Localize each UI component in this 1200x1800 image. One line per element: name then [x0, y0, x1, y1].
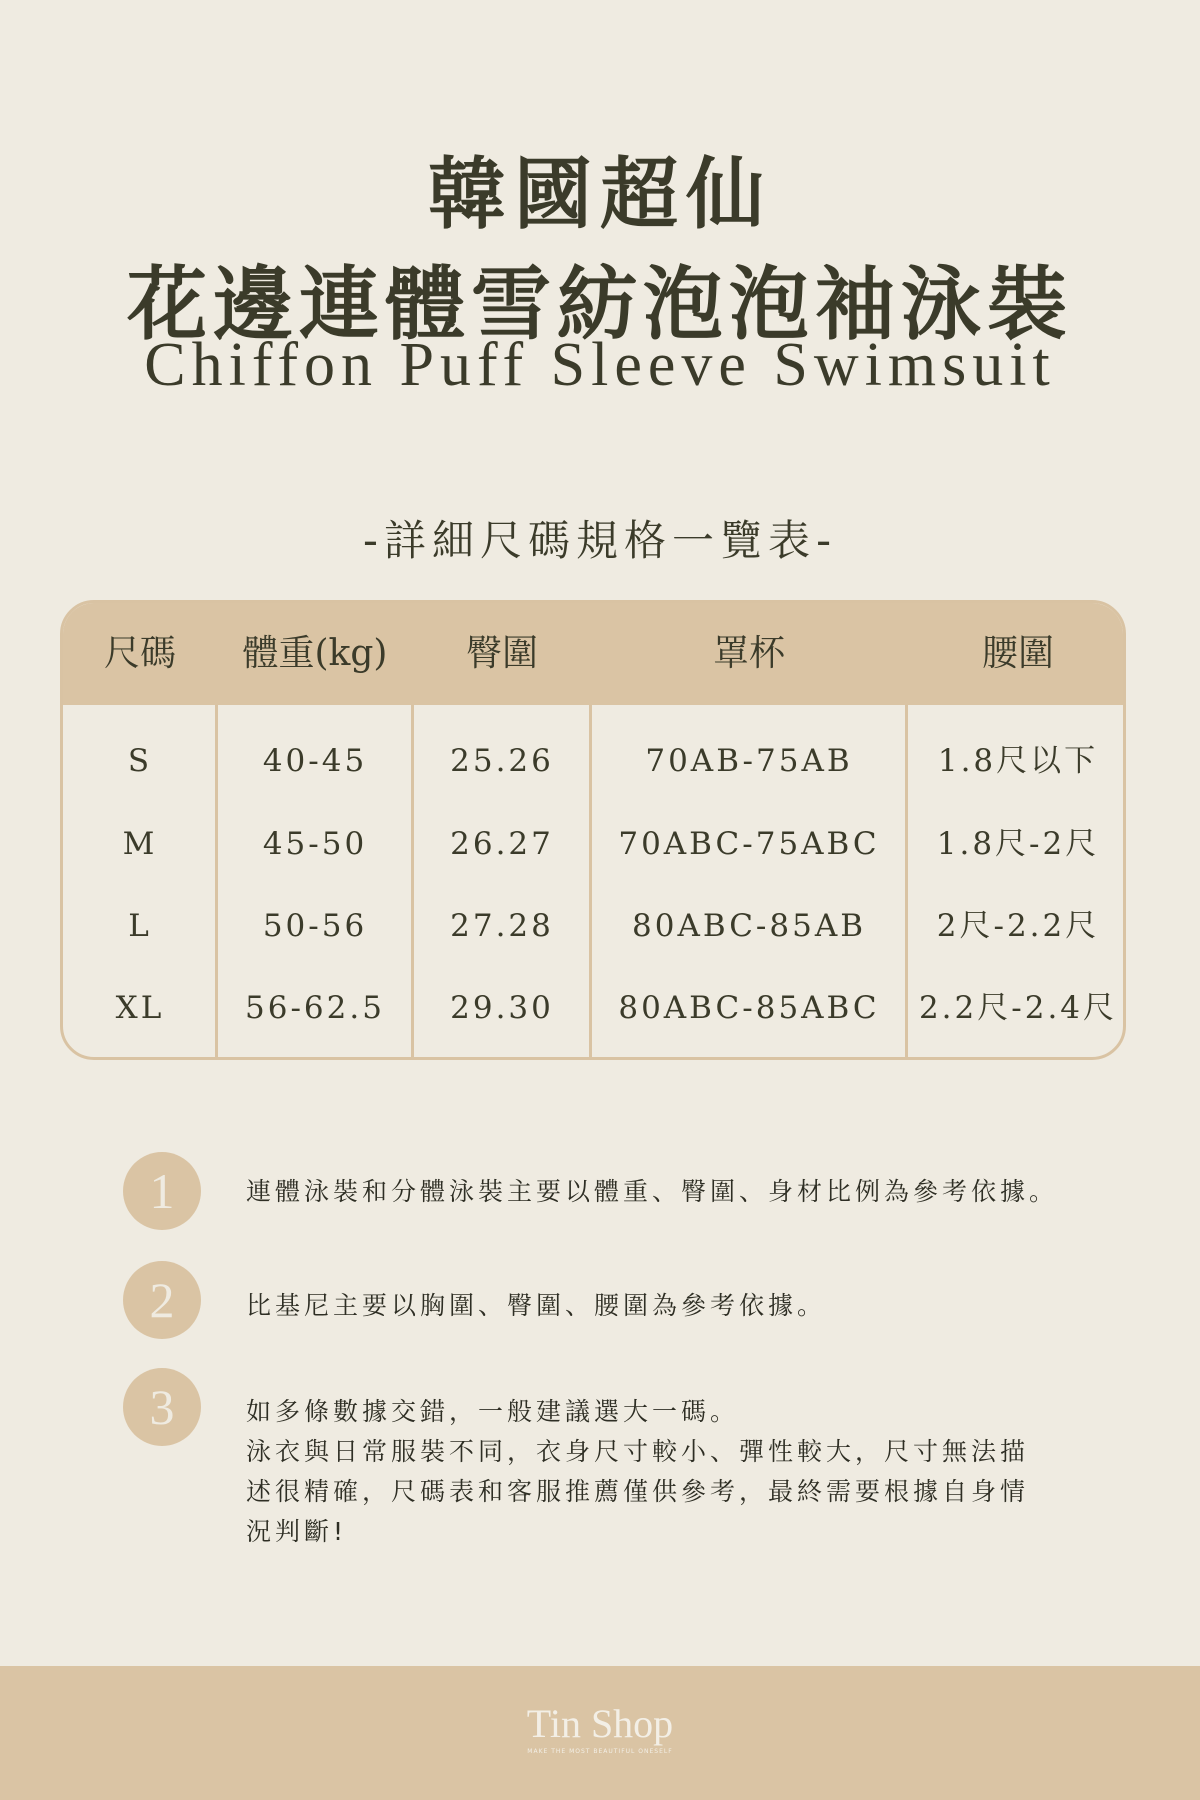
cell-waist: 2.2尺-2.4尺 — [918, 990, 1118, 1026]
header-size: 尺碼 — [103, 633, 176, 674]
note-number-badge: 1 — [123, 1152, 201, 1230]
cell-weight: 45-50 — [262, 826, 368, 862]
note-number-badge: 3 — [123, 1368, 201, 1446]
note-number-badge: 2 — [123, 1261, 201, 1339]
title-line-1: 韓國超仙 — [427, 149, 772, 240]
cell-waist: 1.8尺-2尺 — [936, 826, 1100, 862]
note-line: 泳衣與日常服裝不同，衣身尺寸較小、彈性較大，尺寸無法描 — [246, 1437, 1030, 1466]
cell-cup: 70ABC-75ABC — [618, 826, 880, 862]
size-chart-subtitle: -詳細尺碼規格一覽表- — [362, 516, 838, 565]
header-hip: 臀圍 — [465, 633, 538, 674]
note-text: 比基尼主要以胸圍、臀圍、腰圍為參考依據。 — [246, 1291, 827, 1320]
table-header — [63, 603, 1123, 705]
note-text-block — [246, 1392, 1076, 1552]
header-waist: 腰圍 — [981, 633, 1054, 674]
cell-cup: 80ABC-85ABC — [618, 990, 880, 1026]
note-line: 況判斷! — [246, 1517, 348, 1546]
brand-tagline: MAKE THE MOST BEAUTIFUL ONESELF — [527, 1748, 673, 1755]
cell-cup: 70AB-75AB — [645, 743, 853, 779]
cell-size: L — [128, 908, 152, 944]
note-text: 連體泳裝和分體泳裝主要以體重、臀圍、身材比例為參考依據。 — [246, 1177, 1059, 1206]
cell-waist: 1.8尺以下 — [937, 743, 1099, 779]
cell-size: S — [127, 743, 153, 779]
cell-weight: 50-56 — [262, 908, 368, 944]
title-english: Chiffon Puff Sleeve Swimsuit — [144, 331, 1056, 399]
note-line: 如多條數據交錯，一般建議選大一碼。 — [246, 1397, 740, 1426]
cell-hip: 25.26 — [450, 743, 554, 779]
cell-weight: 40-45 — [262, 743, 368, 779]
header-weight: 體重(kg) — [242, 633, 388, 674]
title-line-2: 花邊連體雪紡泡泡袖泳裝 — [127, 257, 1073, 351]
size-table — [60, 600, 1126, 1060]
cell-hip: 26.27 — [450, 826, 554, 862]
header-cup: 罩杯 — [712, 633, 785, 674]
cell-cup: 80ABC-85AB — [632, 908, 866, 944]
cell-hip: 27.28 — [450, 908, 554, 944]
brand-logo: Tin Shop — [526, 1701, 674, 1746]
cell-hip: 29.30 — [450, 990, 554, 1026]
cell-size: M — [122, 826, 158, 862]
note-line: 述很精確，尺碼表和客服推薦僅供參考，最終需要根據自身情 — [246, 1477, 1030, 1506]
cell-weight: 56-62.5 — [245, 990, 385, 1026]
cell-waist: 2尺-2.2尺 — [936, 908, 1100, 944]
cell-size: XL — [115, 990, 165, 1026]
